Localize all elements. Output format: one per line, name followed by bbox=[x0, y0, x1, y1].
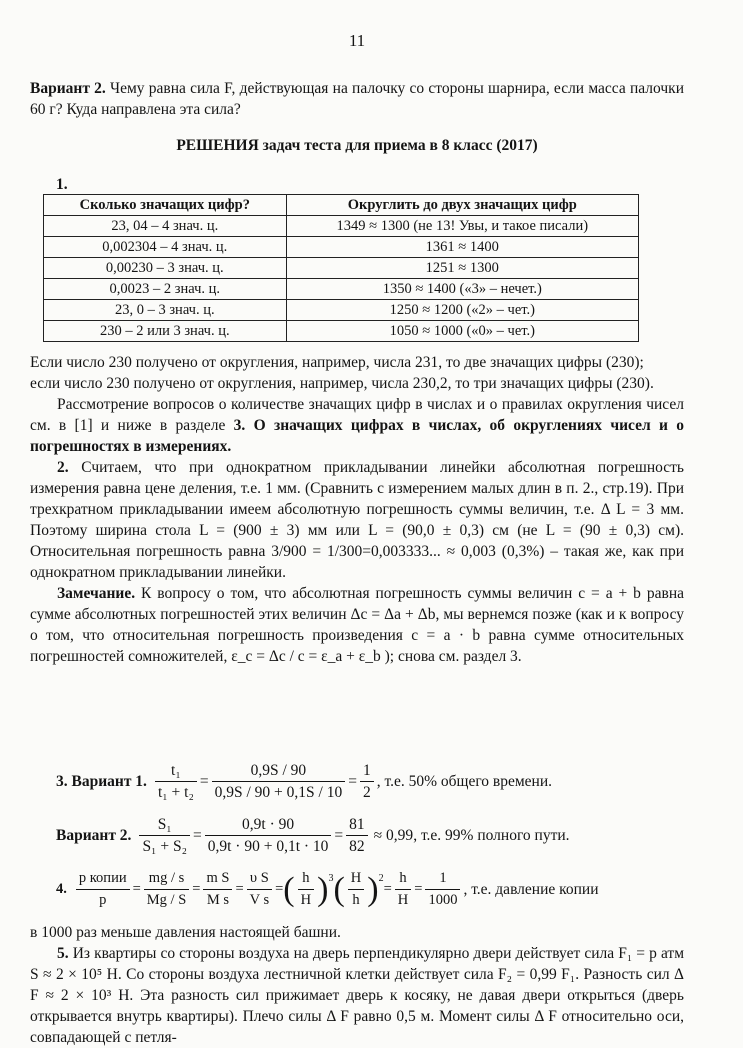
numerator: 1 bbox=[360, 760, 374, 782]
denominator: V s bbox=[249, 892, 270, 908]
table-header: Округлить до двух значащих цифр bbox=[286, 195, 638, 216]
numerator: 81 bbox=[346, 814, 368, 836]
table-row bbox=[44, 321, 639, 342]
remark-paragraph bbox=[30, 583, 684, 667]
denominator: 2 bbox=[362, 784, 371, 801]
table-row bbox=[44, 237, 639, 258]
paragraph: если число 230 получено от округления, например, числа 230,2, то три значащих цифры (230). bbox=[30, 375, 654, 392]
fraction bbox=[247, 868, 272, 911]
section-title-bold: РЕШЕНИЯ bbox=[176, 137, 259, 154]
numerator: m S bbox=[203, 868, 232, 890]
denominator: h bbox=[352, 892, 360, 908]
fraction bbox=[395, 868, 411, 911]
numerator: S₁ bbox=[139, 814, 190, 836]
paragraph-text: Из квартиры со стороны воздуха на дверь перпендикулярно двери действует сила F₁ = p атм S ≈ 2 × 10⁵ Н. Со стороны воздуха лестничной клетки действует сила F₂ = 0,99 F₁. Разность сил Δ F ≈ 2 × 10³ Н. Эта разность сил прижимает дверь к косяку, не давая двери открыться (дверь открывается внутрь квартиры). Плечо силы Δ F равно 0,5 м. Момент силы Δ F относительно оси, совпадающей с петля- bbox=[30, 945, 684, 1046]
table-header: Сколько значащих цифр? bbox=[44, 195, 287, 216]
numerator: 0,9t · 90 bbox=[205, 814, 332, 836]
table-cell: 230 – 2 или 3 знач. ц. bbox=[44, 321, 287, 342]
significant-digits-table bbox=[43, 194, 639, 342]
numerator: 1 bbox=[425, 868, 460, 890]
formula-approx: ≈ 0,99 bbox=[373, 827, 414, 844]
formula-3-variant-1: 3. Вариант 1. $\frac{\text{t₁}}{\text{t₁ + t₂}}$ = $\frac{0,9S / 90}{0,9S / 90 + 0,1S / 10}$ = $\frac{1}{2}$ , т.е. 50% общего времени. bbox=[56, 762, 553, 801]
numerator: H bbox=[348, 868, 364, 890]
paragraph-text: Считаем, что при однократном прикладывании линейки абсолютная погрешность измерения равна цене деления, т.е. 1 мм. (Сравнить с измерением малых длин в п. 2., стр.19). При трехкратном прикладывании имеем абсолютную погрешность суммы величин, т.е. Δ L = 3 мм. Поэтому ширина стола L = (900 ± 3) мм или L = (90,0 ± 0,3) см (не L = (90 ± 0,3) см). Относительная погрешность равна 3/900 = 1/300=0,003333... ≈ 0,003 (0,3%) – такая же, как при однократном прикладывании линейки. bbox=[30, 459, 684, 581]
fraction bbox=[348, 868, 364, 911]
paragraph-number: 2. bbox=[57, 459, 69, 476]
table-cell: 23, 0 – 3 знач. ц. bbox=[44, 300, 287, 321]
denominator: 1000 bbox=[428, 892, 458, 908]
section-title-rest: задач теста для приема в 8 класс (2017) bbox=[262, 137, 538, 154]
formula-4: 4. $\frac{\text{p копии}}{p}$ = $\frac{mg / s}{Mg / S}$ = $\frac{\text{m S}}{\text{M s}}$ = $\frac{\text{υ S}}{\text{V s}}$ = ( $\frac{h}{H}$ ) $^3$ ( $\frac{H}{h}$ ) $^2$ = $\frac{h}{H}$ = $\frac{1}{1000}$ , т.е. давление копии bbox=[56, 868, 599, 911]
table-cell: 0,00230 – 3 знач. ц. bbox=[44, 258, 287, 279]
fraction bbox=[76, 868, 130, 911]
fraction bbox=[360, 760, 374, 803]
fraction bbox=[203, 868, 232, 911]
table-cell: 1361 ≈ 1400 bbox=[286, 237, 638, 258]
fraction bbox=[346, 814, 368, 857]
table-row bbox=[44, 300, 639, 321]
numerator: 0,9S / 90 bbox=[212, 760, 346, 782]
formula-tail: , т.е. 50% общего времени. bbox=[376, 773, 553, 790]
table-cell: 1350 ≈ 1400 («3» – нечет.) bbox=[286, 279, 638, 300]
denominator: p bbox=[99, 892, 107, 908]
formula-tail: , т.е. давление копии bbox=[463, 881, 599, 898]
table-header-row bbox=[44, 195, 639, 216]
table-cell: 23, 04 – 4 знач. ц. bbox=[44, 216, 287, 237]
section-title bbox=[30, 135, 684, 156]
variant2-label: Вариант 2. bbox=[30, 80, 106, 97]
fraction bbox=[212, 760, 346, 803]
denominator: H bbox=[397, 892, 409, 908]
table-number: 1. bbox=[56, 176, 68, 193]
page-number: 11 bbox=[348, 31, 366, 50]
table-cell: 1250 ≈ 1200 («2» – чет.) bbox=[286, 300, 638, 321]
fraction bbox=[144, 868, 190, 911]
fraction bbox=[298, 868, 314, 911]
denominator: H bbox=[300, 892, 312, 908]
denominator: Mg / S bbox=[146, 892, 187, 908]
paragraph bbox=[30, 394, 684, 457]
text-block-bottom bbox=[30, 922, 684, 1048]
table-cell: 0,002304 – 4 знач. ц. bbox=[44, 237, 287, 258]
formula-label: Вариант 2. bbox=[56, 827, 132, 844]
denominator: 0,9S / 90 + 0,1S / 10 bbox=[214, 784, 343, 801]
table-cell: 1349 ≈ 1300 (не 13! Увы, и такое писали) bbox=[286, 216, 638, 237]
table-row bbox=[44, 216, 639, 237]
fraction bbox=[155, 760, 197, 803]
variant2-text: Чему равна сила F, действующая на палочку со стороны шарнира, если масса палочки 60 г? Куда направлена эта сила? bbox=[30, 80, 684, 118]
formula-tail: , т.е. 99% полного пути. bbox=[413, 827, 570, 844]
paragraph: Если число 230 получено от округления, например, числа 231, то две значащих цифры (230); bbox=[30, 354, 644, 371]
fraction bbox=[139, 814, 190, 857]
paragraph-bold: 3. О значащих цифрах в числах, об округлениях чисел и о погрешностях в измерениях. bbox=[30, 417, 684, 455]
variant2-paragraph bbox=[30, 78, 684, 120]
formula-label: 4. bbox=[56, 881, 67, 897]
fraction bbox=[205, 814, 332, 857]
denominator: M s bbox=[206, 892, 230, 908]
numerator: mg / s bbox=[144, 868, 190, 890]
remark-label: Замечание. bbox=[57, 585, 136, 602]
denominator: 82 bbox=[349, 838, 365, 855]
denominator: S₁ + S₂ bbox=[142, 838, 187, 855]
numerator: h bbox=[395, 868, 411, 890]
paragraph-number: 5. bbox=[57, 945, 69, 962]
table-cell: 0,0023 – 2 знач. ц. bbox=[44, 279, 287, 300]
denominator: t₁ + t₂ bbox=[157, 784, 194, 801]
table-block bbox=[30, 176, 684, 342]
fraction bbox=[425, 868, 460, 911]
numerator: υ S bbox=[247, 868, 272, 890]
paragraph-text: Рассмотрение вопросов о количестве значащих цифр в числах и о правилах округления чисел см. в [1] и ниже в разделе bbox=[30, 396, 684, 434]
denominator: 0,9t · 90 + 0,1t · 10 bbox=[207, 838, 329, 855]
table-row bbox=[44, 279, 639, 300]
numerator: h bbox=[298, 868, 314, 890]
numerator: t₁ bbox=[155, 760, 197, 782]
table-cell: 1050 ≈ 1000 («0» – чет.) bbox=[286, 321, 638, 342]
table-row bbox=[44, 258, 639, 279]
paragraph: в 1000 раз меньше давления настоящей башни. bbox=[30, 924, 341, 941]
paragraph bbox=[30, 943, 684, 1048]
formula-label: 3. Вариант 1. bbox=[56, 773, 147, 790]
numerator: p копии bbox=[76, 868, 130, 890]
text-block bbox=[30, 352, 684, 667]
table-cell: 1251 ≈ 1300 bbox=[286, 258, 638, 279]
paragraph bbox=[30, 457, 684, 583]
formula-3-variant-2: Вариант 2. $\frac{\text{S₁}}{\text{S₁ + S₂}}$ = $\frac{0,9t \cdot 90}{0,9t \cdot 90 + 0,1t \cdot 10}$ = $\frac{81}{82}$ ≈ 0,99 , т.е. 99% полного пути. bbox=[56, 816, 570, 855]
remark-text: К вопросу о том, что абсолютная погрешность суммы величин c = a + b равна сумме абсолютных погрешностей этих величин Δc = Δa + Δb, мы вернемся позже (как и к вопросу о том, что относительная погрешность произведения c = a · b равна сумме относительных погрешностей сомножителей, ε_c = Δc / c = ε_a + ε_b ); снова см. раздел 3. bbox=[30, 585, 684, 665]
